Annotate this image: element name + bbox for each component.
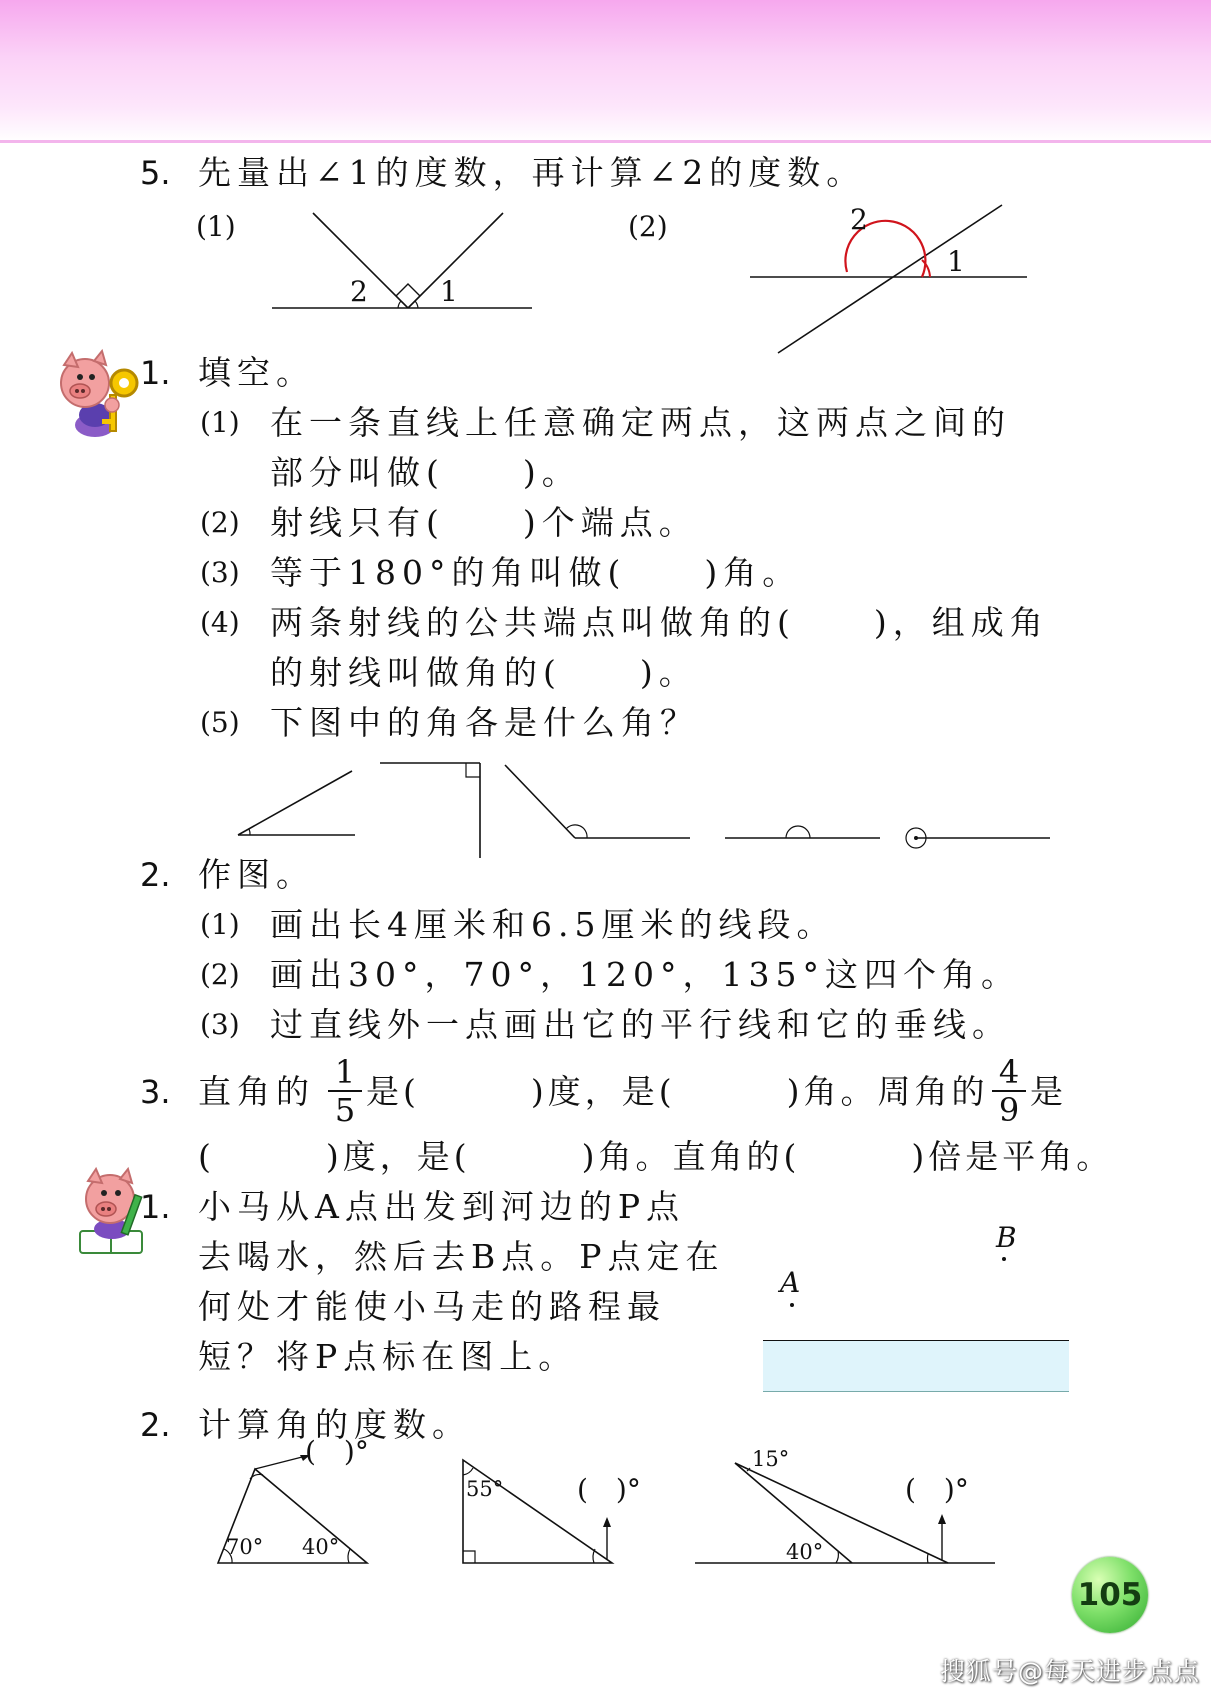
sa-q2-item3-line1: 过直线外一点画出它的平行线和它的垂线。: [270, 1005, 1011, 1044]
sa-q2-item3-label: (3): [200, 1008, 240, 1041]
sa-q1-title: 填空。: [198, 353, 315, 392]
sb-q1-line2: 去喝水，然后去B点。P点定在: [198, 1237, 725, 1276]
q5-number: 5.: [140, 154, 171, 192]
sa-q3-line2: ( )度，是( )角。直角的( )倍是平角。: [198, 1137, 1114, 1176]
watermark: 搜狐号@每天进步点点: [940, 1657, 1201, 1686]
acute-angle-figure: [238, 771, 355, 835]
sa-q3-frac1-num: 1: [334, 1053, 356, 1091]
sa-q2-number: 2.: [140, 856, 171, 894]
sa-q3-frac2-den: 9: [998, 1091, 1020, 1129]
sa-q1-angle-figures: [230, 755, 1060, 865]
sa-q3-fraction-1: [328, 1055, 362, 1127]
tri2-angle-top: 55°: [466, 1477, 504, 1501]
q5-figure-2: [745, 200, 1035, 360]
river: [763, 1340, 1069, 1392]
obtuse-angle-figure: [505, 765, 690, 838]
sb-q1-line1: 小马从A点出发到河边的P点: [198, 1187, 686, 1226]
tri1-blank: ( )°: [305, 1435, 369, 1468]
tri1-angle-right: 40°: [302, 1535, 340, 1559]
sa-q1-item2-label: (2): [200, 506, 240, 539]
sa-q3-part3: 是: [1030, 1072, 1069, 1111]
point-b-label: B: [996, 1221, 1017, 1254]
full-angle-figure: [906, 828, 1050, 848]
sa-q2-item1-label: (1): [200, 908, 240, 941]
point-a-dot: [790, 1303, 794, 1307]
q5-text: 先量出∠1的度数，再计算∠2的度数。: [198, 153, 866, 192]
sa-q3-frac2-num: 4: [998, 1053, 1020, 1091]
header-divider: [0, 140, 1211, 143]
tri3-blank: ( )°: [905, 1473, 969, 1506]
point-a-label: A: [780, 1266, 801, 1299]
right-angle-figure: [380, 763, 480, 858]
tri2-blank: ( )°: [577, 1473, 641, 1506]
sa-q1-item1-label: (1): [200, 406, 240, 439]
header-banner: [0, 0, 1211, 142]
point-b-dot: [1002, 1257, 1006, 1261]
q5-fig1-label-2: 2: [350, 275, 368, 308]
sa-q2-item2-line1: 画出30°，70°，120°，135°这四个角。: [270, 955, 1020, 994]
sa-q1-item1-line2: 部分叫做( )。: [270, 453, 581, 492]
triangle-3-figure: [690, 1450, 1010, 1570]
sa-q3-fraction-2: [992, 1055, 1026, 1127]
sa-q1-item3-label: (3): [200, 556, 240, 589]
sb-q1-number: 1.: [140, 1188, 171, 1226]
sa-q2-item1-line1: 画出长4厘米和6.5厘米的线段。: [270, 905, 836, 944]
sa-q1-item5-label: (5): [200, 706, 240, 739]
sa-q3-number: 3.: [140, 1073, 171, 1111]
sa-q1-number: 1.: [140, 354, 171, 392]
sa-q1-item4-line2: 的射线叫做角的( )。: [270, 653, 698, 692]
page-number: 105: [1072, 1557, 1148, 1633]
sa-q3-part2: 是( )度，是( )角。周角的: [366, 1072, 989, 1111]
q5-sub1-label: (1): [196, 210, 236, 243]
q5-figure-1: [270, 205, 540, 315]
sb-q1-line3: 何处才能使小马走的路程最: [198, 1287, 666, 1326]
sa-q1-item4-line1: 两条射线的公共端点叫做角的( )，组成角: [270, 603, 1049, 642]
straight-angle-figure: [725, 826, 880, 838]
sa-q3-part1: 直角的: [198, 1072, 315, 1111]
pig-key-icon: [50, 345, 145, 440]
sa-q1-item4-label: (4): [200, 606, 240, 639]
q5-fig2-label-2: 2: [850, 203, 868, 236]
sa-q3-frac1-den: 5: [334, 1091, 356, 1129]
tri3-angle-bottom: 40°: [786, 1540, 824, 1564]
sa-q1-item3-line1: 等于180°的角叫做( )角。: [270, 553, 802, 592]
sb-q1-line4: 短？将P点标在图上。: [198, 1337, 578, 1376]
tri1-angle-left: 70°: [226, 1535, 264, 1559]
tri3-angle-top: 15°: [752, 1447, 790, 1471]
sb-q2-title: 计算角的度数。: [198, 1405, 471, 1444]
sa-q2-title: 作图。: [198, 855, 315, 894]
sa-q1-item5-line1: 下图中的角各是什么角？: [270, 703, 699, 742]
sa-q1-item1-line1: 在一条直线上任意确定两点，这两点之间的: [270, 403, 1011, 442]
q5-sub2-label: (2): [628, 210, 668, 243]
q5-fig2-label-1: 1: [947, 245, 965, 278]
sa-q1-item2-line1: 射线只有( )个端点。: [270, 503, 698, 542]
q5-fig1-label-1: 1: [440, 275, 458, 308]
sb-q2-number: 2.: [140, 1406, 171, 1444]
sa-q2-item2-label: (2): [200, 958, 240, 991]
